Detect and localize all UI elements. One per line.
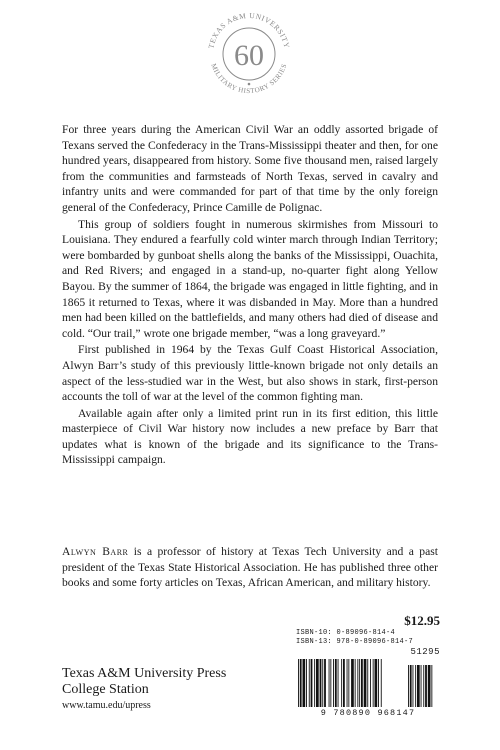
barcode-bar — [361, 659, 363, 707]
barcode-addon-bar — [408, 665, 409, 707]
barcode-bar — [322, 659, 323, 707]
blurb-paragraph-1: For three years during the American Civil War an oddly assorted brigade of Texans served the Confederacy in the Trans-Mississippi theater and then, for one hundred years, disappeared from history. Some five thousand men, raised largely from the communities and farmsteads of North Texas, served in cavalry and infantry units and were commanded for part of that time by the only foreign general of the Confederacy, Prince Camille de Polignac. — [62, 123, 438, 214]
barcode-bar — [311, 659, 313, 707]
barcode-bar — [364, 659, 367, 707]
barcode-addon-bar — [428, 665, 431, 707]
barcode-bar — [370, 659, 371, 707]
barcode-addon-bar — [423, 665, 424, 707]
barcode-bar — [330, 659, 331, 707]
barcode-bar — [314, 659, 315, 707]
barcode-bar — [303, 659, 306, 707]
blurb-paragraph-4: Available again after only a limited print run in its first edition, this little masterpiece of Civil War history now includes a new preface by Barr that updates what is known of the brigade and its significance to the Trans-Mississippi campaign. — [62, 406, 438, 467]
barcode-bars — [296, 659, 440, 709]
seal-ring-top: TEXAS A&M UNIVERSITY — [206, 10, 292, 50]
back-cover-blurb — [62, 122, 438, 469]
barcode-bar — [300, 659, 302, 707]
barcode-bar — [316, 659, 319, 707]
barcode-bar — [329, 659, 330, 707]
barcode-bar — [347, 659, 348, 707]
barcode-bar — [367, 659, 368, 707]
isbn-10: ISBN-10: 0-89096-814-4 — [296, 629, 396, 637]
publisher-block — [62, 666, 226, 714]
blurb-paragraph-2: This group of soldiers fought in numerous skirmishes from Missouri to Louisiana. They endured a fearfully cold winter march through Indian Territory; were bombarded by gunboat shells along the banks of the Mississippi, Ouachita, and Red Rivers; and engaged in a stand-up, no-quarter fight along Yellow Bayou. By the summer of 1864, the brigade was engaged in little fighting, and in 1865 it returned to Texas, where it was disbanded in May. More than a hundred men had been killed on the battlefields, and many others had died of disease and cold. “Our trail,” wrote one brigade member, “was a long graveyard.” — [62, 217, 438, 340]
price-label: $12.95 — [404, 613, 440, 628]
barcode-addon-bar — [431, 665, 432, 707]
barcode-bar — [359, 659, 360, 707]
series-seal — [199, 4, 299, 104]
isbn-13: ISBN-13: 978-0-89096-814-7 — [296, 638, 414, 646]
barcode-bar — [298, 659, 299, 707]
barcode-bar — [333, 659, 334, 707]
barcode-addon-bar — [413, 665, 414, 707]
barcode-bar — [351, 659, 354, 707]
barcode-bar — [338, 659, 339, 707]
price-addon-code: 51295 — [410, 647, 440, 657]
author-bio-text: is a professor of history at Texas Tech University and a past president of the Texas State Historical Association. He has published three other books and some forty articles on Texas, African American, and military history. — [62, 545, 438, 590]
barcode-bar — [375, 659, 378, 707]
barcode-bar — [309, 659, 310, 707]
barcode-addon-bar — [417, 665, 420, 707]
barcode-bar — [357, 659, 358, 707]
publisher-name: Texas A&M University Press — [62, 666, 227, 681]
barcode-addon-bar — [425, 665, 427, 707]
blurb-paragraph-3: First published in 1964 by the Texas Gulf Coast Historical Association, Alwyn Barr’s study of this previously little-known brigade not only details an aspect of the less-studied war in the West, but also shows in stark, first-person accounts the toll of war at the level of the common fighting man. — [62, 343, 438, 404]
seal-ring-bottom: MILITARY HISTORY SERIES — [209, 62, 289, 96]
barcode-bar — [324, 659, 326, 707]
seal-dot-icon — [248, 83, 251, 86]
barcode-bar — [306, 659, 307, 707]
barcode-digits: 9 780890 968147 — [320, 708, 416, 718]
barcode-bar — [335, 659, 337, 707]
barcode-bar — [348, 659, 349, 707]
barcode-bar — [355, 659, 356, 707]
barcode-addon-bar — [415, 665, 416, 707]
author-bio — [62, 544, 438, 591]
barcode-bar — [320, 659, 322, 707]
seal-number: 60 — [234, 39, 264, 72]
publisher-city: College Station — [62, 682, 149, 697]
barcode-bar — [378, 659, 379, 707]
barcode-bar — [381, 659, 382, 707]
barcode-bar — [373, 659, 374, 707]
barcode-block — [296, 629, 440, 721]
barcode-bar — [341, 659, 342, 707]
barcode-addon-bar — [421, 665, 422, 707]
barcode-addon-bar — [410, 665, 412, 707]
author-name: Alwyn Barr — [62, 545, 129, 558]
publisher-url[interactable]: www.tamu.edu/upress — [62, 700, 151, 711]
barcode-bar — [343, 659, 345, 707]
